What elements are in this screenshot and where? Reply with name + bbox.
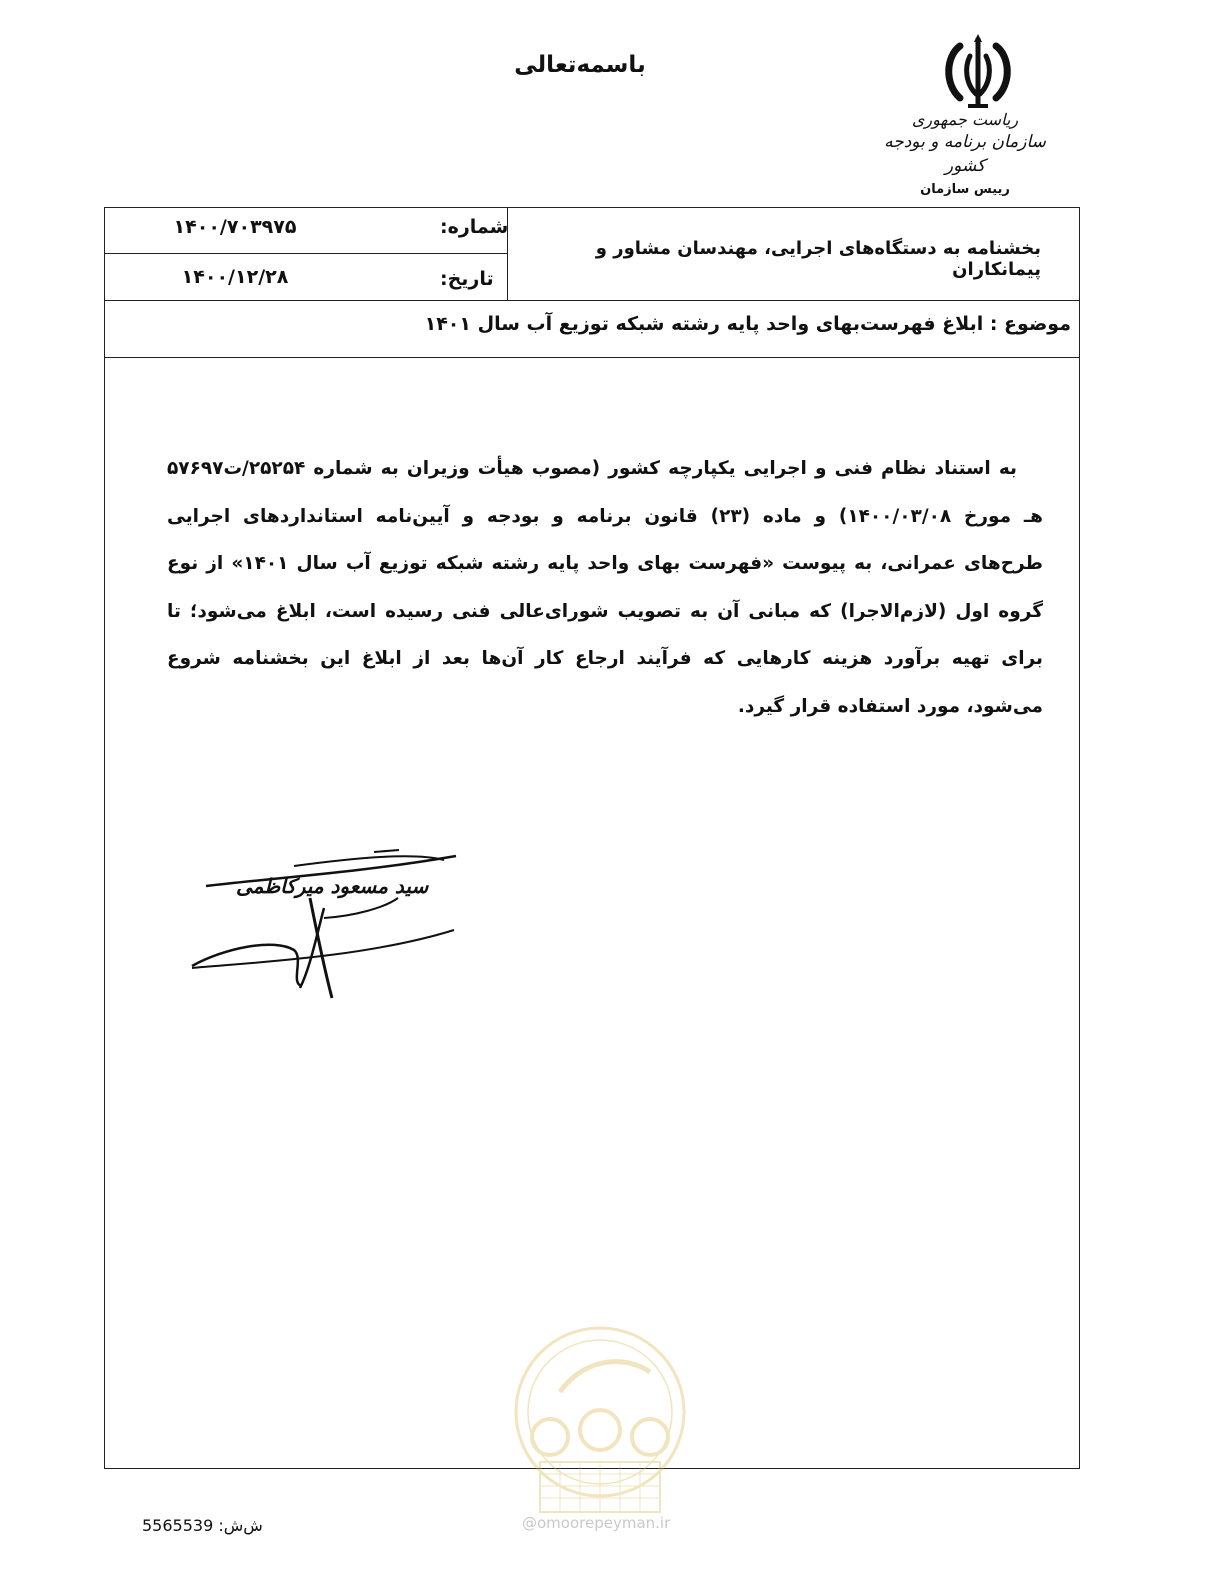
divider <box>105 300 1079 301</box>
signature-name: سید مسعود میرکاظمی <box>236 874 429 898</box>
watermark-logo-icon <box>510 1322 690 1522</box>
number-label: شماره: <box>440 216 509 238</box>
org-line-head: رییس سازمان <box>920 182 1010 197</box>
date-value: ۱۴۰۰/۱۲/۲۸ <box>181 266 289 288</box>
letter-body: به استناد نظام فنی و اجرایی یکپارچه کشور (مصوب هیأت وزیران به شماره ۲۵۲۵۴/ت۵۷۶۹۷ هـ مورخ ۱۴۰۰/۰۳/۰۸) و ماده (۲۳) قانون برنامه و بودجه و آیین‌نامه استانداردهای اجرایی طرح‌های عمرانی، به پیوست «فهرست بهای واحد پایه رشته شبکه توزیع آب سال ۱۴۰۱» از نوع گروه اول (لازم‌الاجرا) که مبانی آن به تصویب شورای‌عالی فنی رسیده است، ابلاغ می‌شود؛ تا برای تهیه برآورد هزینه کارهایی که فرآیند ارجاع کار آن‌ها بعد از ابلاغ این بخشنامه شروع می‌شود، مورد استفاده قرار گیرد. <box>167 458 1043 717</box>
footer-reference <box>142 1516 263 1535</box>
org-line-presidency: ریاست جمهوری <box>911 110 1019 129</box>
number-value: ۱۴۰۰/۷۰۳۹۷۵ <box>173 216 297 238</box>
date-label: تاریخ: <box>440 268 494 290</box>
divider <box>105 357 1079 358</box>
watermark-url: @omoorepeyman.ir <box>522 1514 671 1532</box>
divider <box>105 253 507 254</box>
basmala: باسمه‌تعالی <box>514 52 646 78</box>
org-line-organization: سازمان برنامه و بودجه کشور <box>884 132 1046 176</box>
handwritten-signature <box>184 838 474 1008</box>
national-emblem-icon <box>938 34 1018 112</box>
subject-line: موضوع : ابلاغ فهرست‌بهای واحد پایه رشته شبکه توزیع آب سال ۱۴۰۱ <box>424 313 1071 335</box>
organization-title <box>880 110 1050 200</box>
footer-label: ش‌ش: <box>218 1516 263 1535</box>
recipient-line: بخشنامه به دستگاه‌های اجرایی، مهندسان مشاور و پیمانکاران <box>595 238 1041 280</box>
footer-value: 5565539 <box>142 1516 214 1535</box>
